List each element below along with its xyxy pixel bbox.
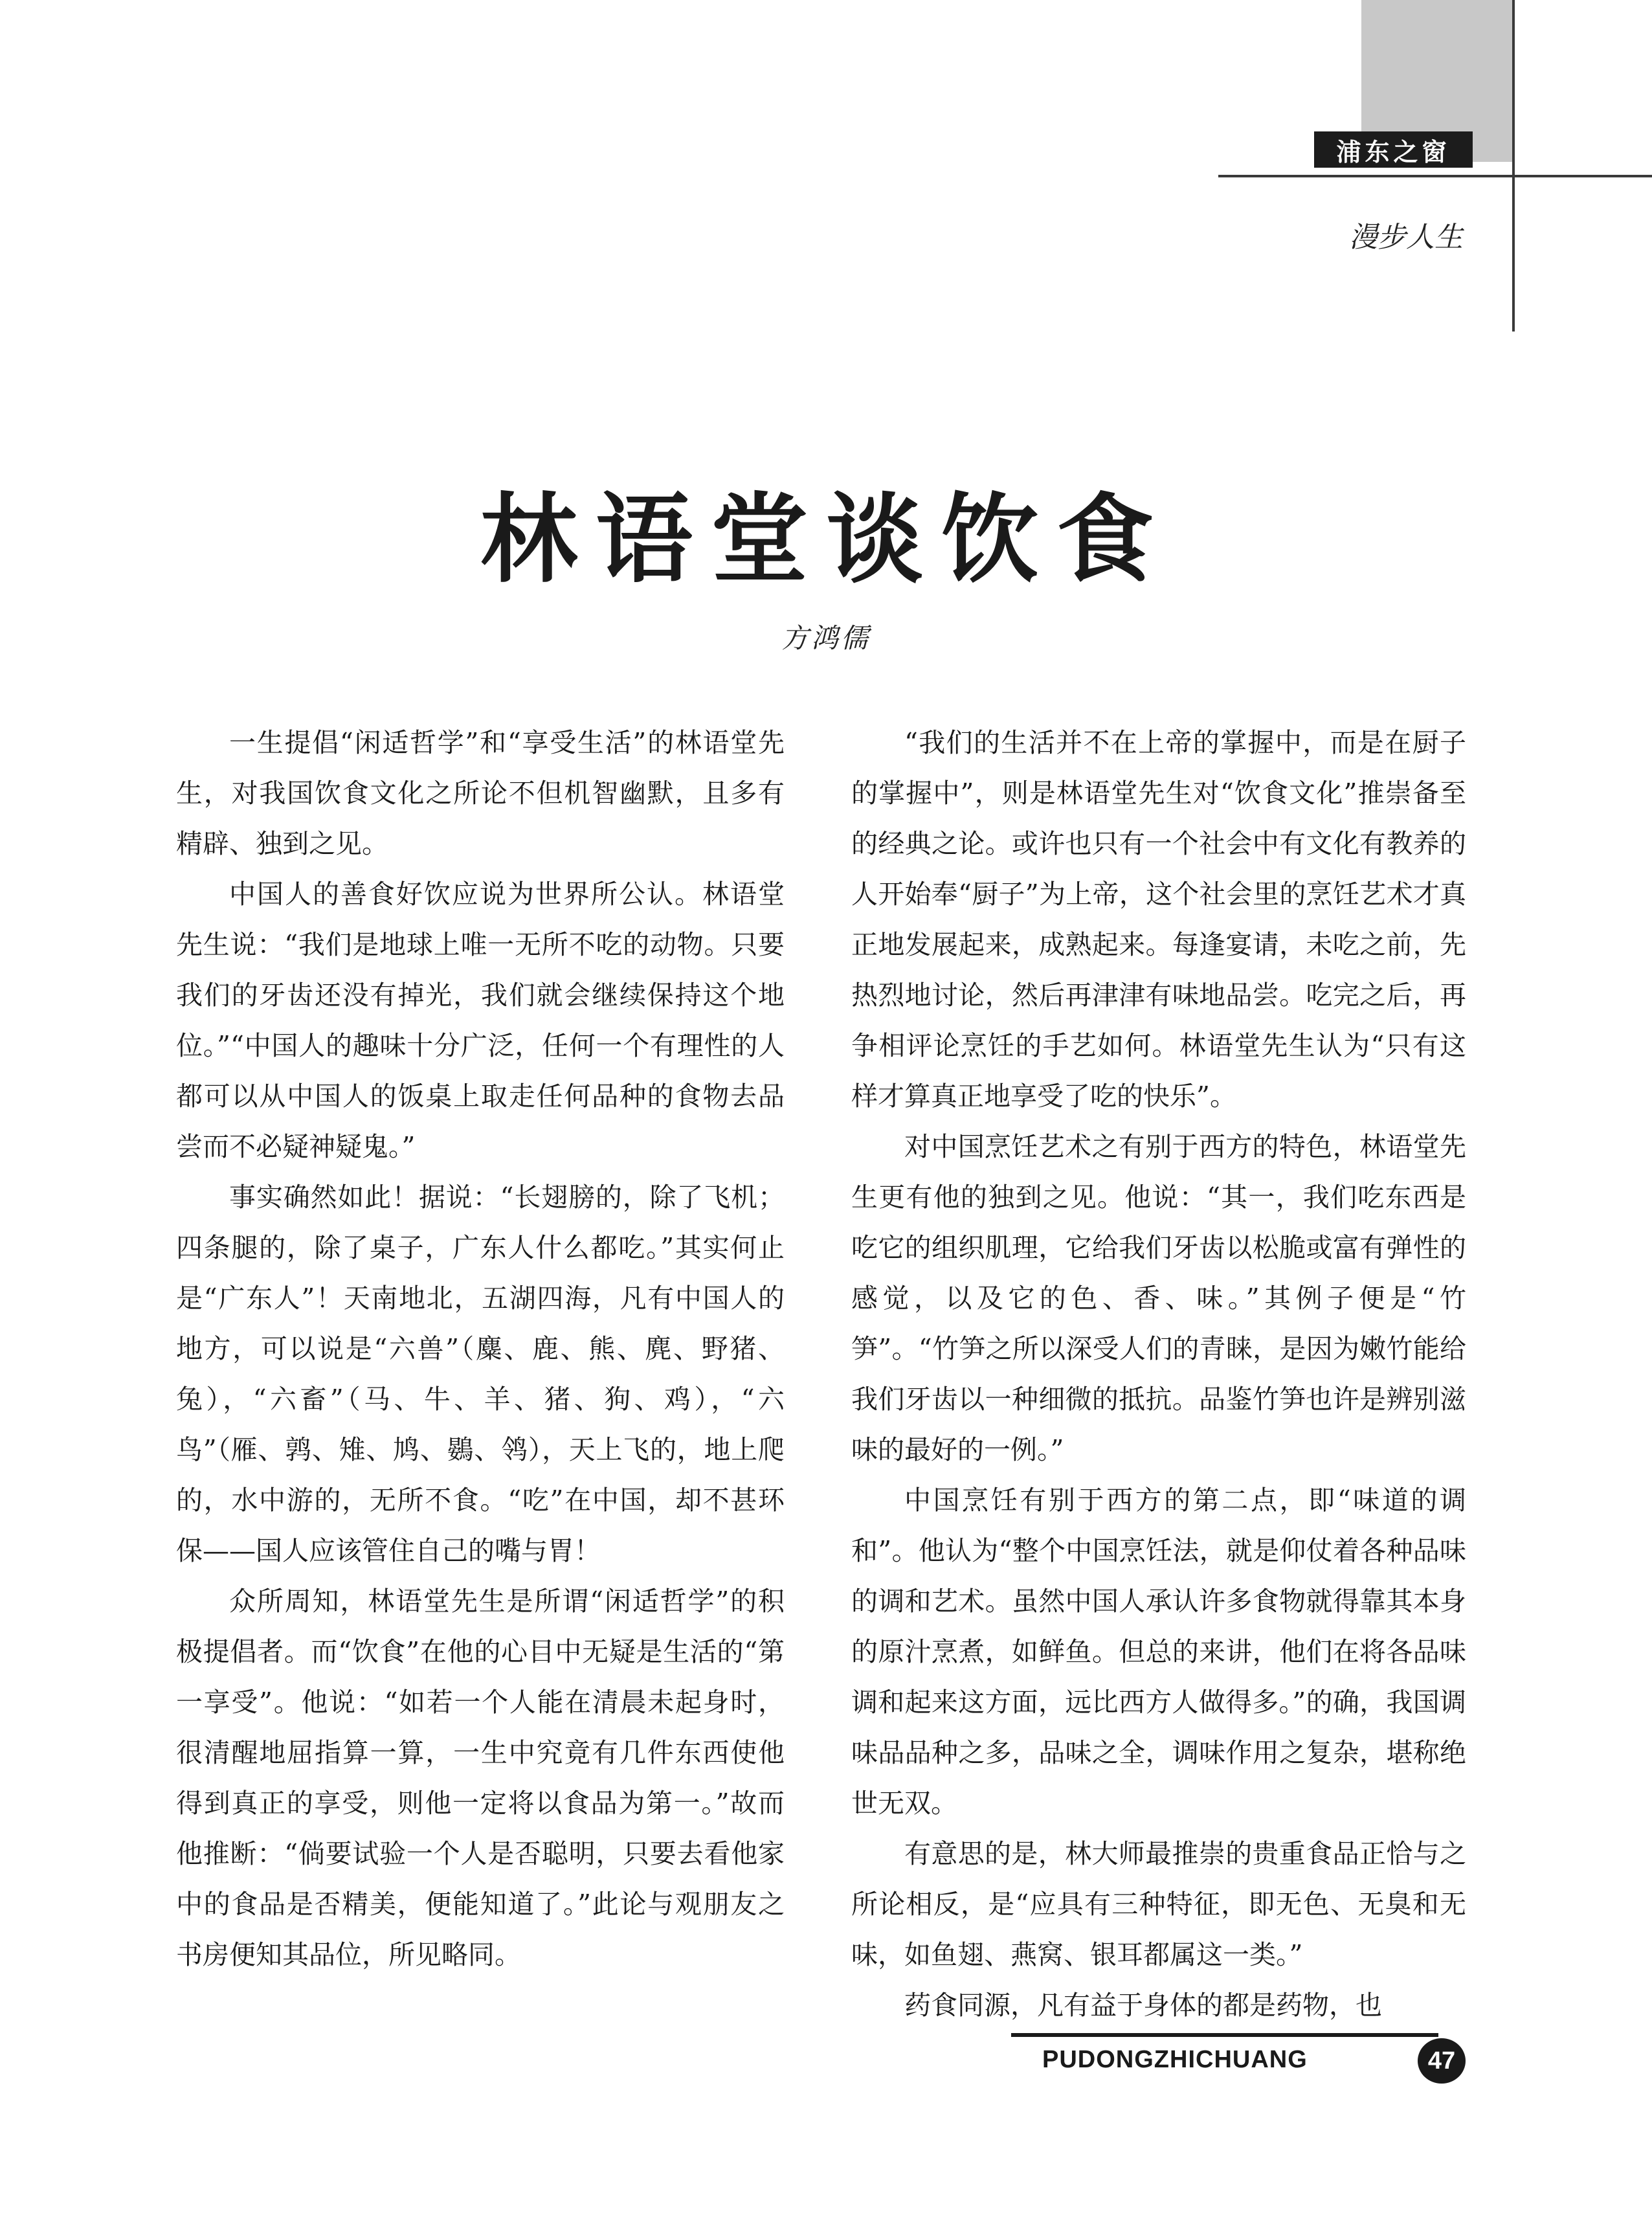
paragraph: 事实确然如此！据说：“长翅膀的，除了飞机；四条腿的，除了桌子，广东人什么都吃。”其实何止是“广东人”！天南地北，五湖四海，凡有中国人的地方，可以说是“六兽”（麋、鹿、熊、麂、野猪、兔），“六畜”（马、牛、羊、猪、狗、鸡），“六鸟”（雁、鹑、雉、鸠、鷃、鸰），天上飞的，地上爬的，水中游的，无所不食。“吃”在中国，却不甚环保——国人应该管住自己的嘴与胃！ (176, 1182, 785, 1566)
column-label: 漫步人生 (1349, 221, 1463, 254)
article-author: 方鸿儒 (781, 622, 871, 654)
paragraph: 中国烹饪有别于西方的第二点，即“味道的调和”。他认为“整个中国烹饪法，就是仰仗着各种品味的调和艺术。虽然中国人承认许多食物就得靠其本身的原汁烹煮，如鲜鱼。但总的来讲，他们在将各品味调和起来这方面，远比西方人做得多。”的确，我国调味品品种之多，品味之全，调味作用之复杂，堪称绝世无双。 (851, 1485, 1466, 1819)
paragraph: 对中国烹饪艺术之有别于西方的特色，林语堂先生更有他的独到之见。他说：“其一，我们吃东西是吃它的组织肌理，它给我们牙齿以松脆或富有弹性的感觉，以及它的色、香、味。”其例子便是“竹笋”。“竹笋之所以深受人们的青睐，是因为嫩竹能给我们牙齿以一种细微的抵抗。品鉴竹笋也许是辨别滋味的最好的一例。” (851, 1131, 1466, 1465)
article-column-left (176, 717, 785, 1980)
footer-magazine-name: PUDONGZHICHUANG (1042, 2046, 1308, 2073)
article-column-right (851, 717, 1466, 2030)
magazine-name-tab: 浦东之窗 (1314, 131, 1473, 168)
page-number-badge: 47 (1418, 2038, 1466, 2084)
article-title: 林语堂谈饮食 (480, 484, 1172, 596)
paragraph: 众所周知，林语堂先生是所谓“闲适哲学”的积极提倡者。而“饮食”在他的心目中无疑是生活的“第一享受”。他说：“如若一个人能在清晨未起身时，很清醒地屈指算一算，一生中究竟有几件东西使他得到真正的享受，则他一定将以食品为第一。”故而他推断：“倘要试验一个人是否聪明，只要去看他家中的食品是否精美，便能知道了。”此论与观朋友之书房便知其品位，所见略同。 (176, 1586, 785, 1970)
header-horizontal-rule (1218, 175, 1652, 177)
footer-rule (1011, 2033, 1438, 2037)
paragraph: 有意思的是，林大师最推崇的贵重食品正恰与之所论相反，是“应具有三种特征，即无色、无臭和无味，如鱼翅、燕窝、银耳都属这一类。” (851, 1838, 1466, 1970)
paragraph: 药食同源，凡有益于身体的都是药物，也 (904, 1990, 1382, 2021)
header-vertical-rule (1512, 0, 1515, 332)
paragraph: 中国人的善食好饮应说为世界所公认。林语堂先生说：“我们是地球上唯一无所不吃的动物。只要我们的牙齿还没有掉光，我们就会继续保持这个地位。”“中国人的趣味十分广泛，任何一个有理性的人都可以从中国人的饭桌上取走任何品种的食物去品尝而不必疑神疑鬼。” (176, 879, 785, 1162)
paragraph: 一生提倡“闲适哲学”和“享受生活”的林语堂先生，对我国饮食文化之所论不但机智幽默，且多有精辟、独到之见。 (176, 727, 785, 859)
paragraph: “我们的生活并不在上帝的掌握中，而是在厨子的掌握中”，则是林语堂先生对“饮食文化”推崇备至的经典之论。或许也只有一个社会中有文化有教养的人开始奉“厨子”为上帝，这个社会里的烹饪艺术才真正地发展起来，成熟起来。每逢宴请，未吃之前，先热烈地讨论，然后再津津有味地品尝。吃完之后，再争相评论烹饪的手艺如何。林语堂先生认为“只有这样才算真正地享受了吃的快乐”。 (851, 727, 1466, 1112)
